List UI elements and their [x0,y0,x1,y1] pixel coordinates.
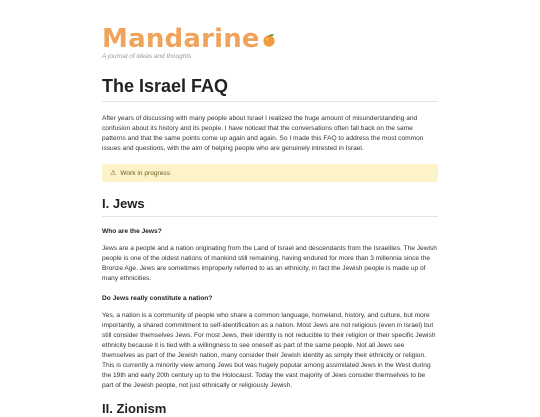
orange-icon [262,33,276,47]
question-who-are-jews: Who are the Jews? [102,228,162,235]
site-tagline: A journal of ideas and thoughts [102,53,192,60]
question-jews-nation: Do Jews really constitute a nation? [102,295,213,302]
site-brand[interactable] [102,24,438,54]
answer-who-are-jews: Jews are a people and a nation originating from the Land of Israel and descendants from the Israelites. The Jewish people is one of the oldest nations of mankind still remaining, having endured for more than 3 millennia since the Bronze Age. Jews are sometimes improperly referred to as an ethnicity, in fact the Jewish people is made up of many ethnicities. [102,245,437,282]
section-title-zionism: II. Zionism [102,401,167,416]
site-name[interactable]: Mandarine [102,24,260,54]
page-title: The Israel FAQ [102,75,438,102]
intro-paragraph: After years of discussing with many people about Israel I realized the huge amount of misunderstanding and confusion about its history and its people. I have noticed that the conversations often fall back on the same patterns and that the same points come up again and again. So I made this FAQ to address the most common issues and questions, with the aim of helping people who are genuinely intrested in Israel. [102,115,424,152]
section-title-jews: I. Jews [102,196,438,217]
article-container [102,24,438,417]
warning-icon: ⚠ [110,170,117,177]
work-in-progress-notice [102,164,438,182]
answer-jews-nation: Yes, a nation is a community of people who share a common language, homeland, history, and culture, but more importantly, a shared commitment to self-identification as a nation. Most Jews are not religious (even in Israel) but still consider themselves Jews. For most Jews, their identity is not reducible to their religion or their specific Jewish ethnicity because it is tied with a willingness to see oneself as part of the same people. Not all Jews see themselves as part of the Jewish nation, many consider their Jewish identity as simply their ethnicity or religion. This is currently a minority view among Jews but was hugely popular among assimilated Jews in the West during the 19th and early 20th century up to the Holocaust. Today the vast majority of Jews consider themselves to be part of the Jewish people, not just ethnically or religiously Jewish. [102,312,436,389]
notice-text: Work in progress [120,169,170,177]
